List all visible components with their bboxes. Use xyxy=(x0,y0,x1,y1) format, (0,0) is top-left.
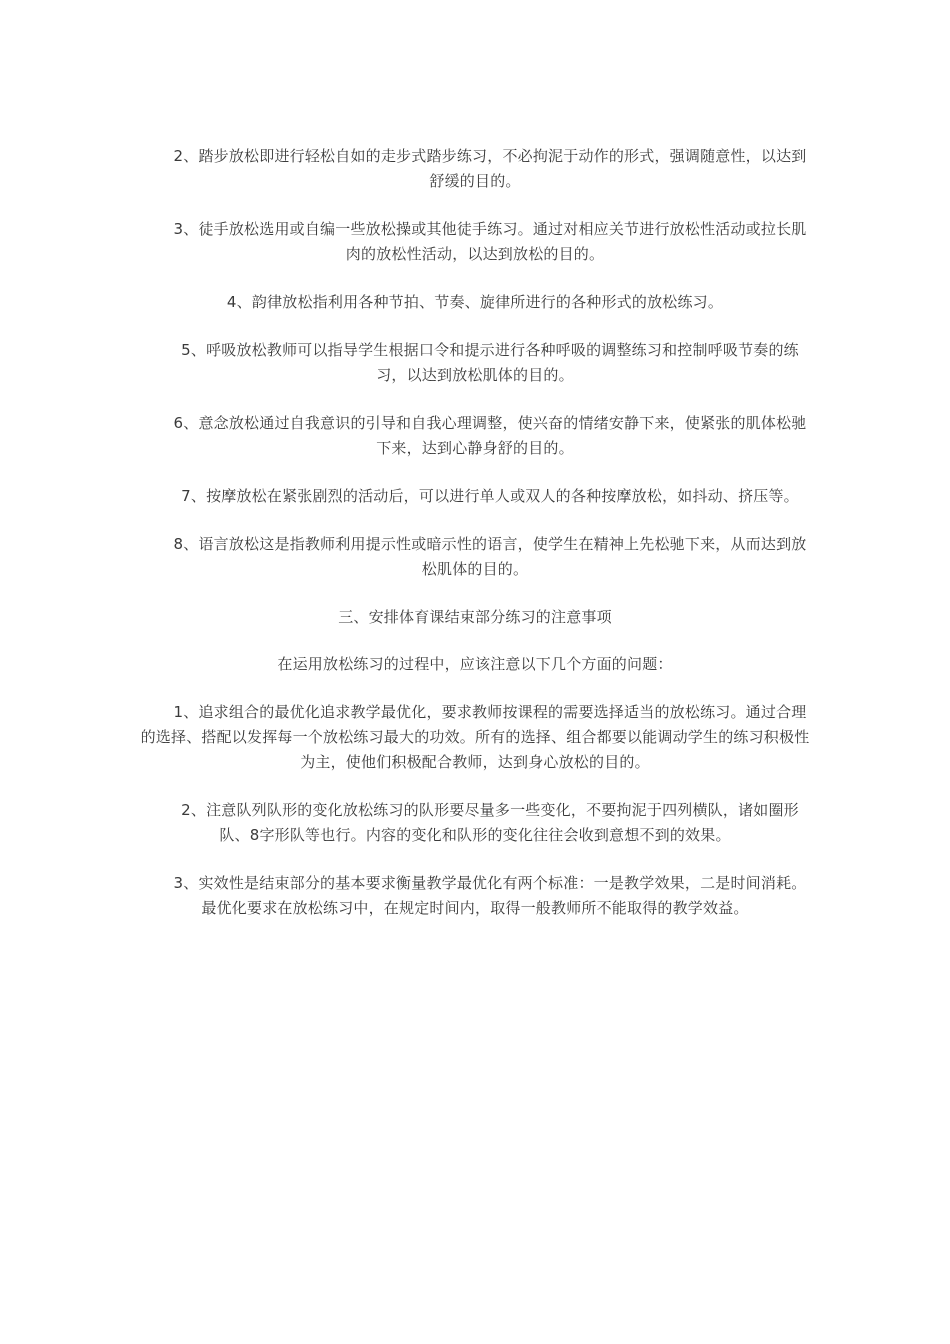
note-optimization: 1、追求组合的最优化追求教学最优化，要求教师按课程的需要选择适当的放松练习。通过合理的选择、搭配以发挥每一个放松练习最大的功效。所有的选择、组合都要以能调动学生的练习积极性为主，使他们积极配合教师，达到身心放松的目的。 xyxy=(140,703,810,771)
paragraph-mind-relax: 6、意念放松通过自我意识的引导和自我心理调整，使兴奋的情绪安静下来，使紧张的肌体松驰下来，达到心静身舒的目的。 xyxy=(173,414,807,457)
paragraph-massage-relax: 7、按摩放松在紧张剧烈的活动后，可以进行单人或双人的各种按摩放松，如抖动、挤压等。 xyxy=(181,487,799,505)
paragraph-rhythm-relax: 4、韵律放松指利用各种节拍、节奏、旋律所进行的各种形式的放松练习。 xyxy=(226,293,724,311)
note-effectiveness: 3、实效性是结束部分的基本要求衡量教学最优化有两个标准：一是教学效果，二是时间消耗。最优化要求在放松练习中，在规定时间内，取得一般教师所不能取得的教学效益。 xyxy=(173,874,807,917)
paragraph-freehand-relax: 3、徒手放松选用或自编一些放松操或其他徒手练习。通过对相应关节进行放松性活动或拉长肌肉的放松性活动，以达到放松的目的。 xyxy=(173,220,807,263)
paragraph-language-relax: 8、语言放松这是指教师利用提示性或暗示性的语言，使学生在精神上先松驰下来，从而达到放松肌体的目的。 xyxy=(173,535,807,578)
document-page xyxy=(140,144,810,944)
paragraph-breathing-relax: 5、呼吸放松教师可以指导学生根据口令和提示进行各种呼吸的调整练习和控制呼吸节奏的练习，以达到放松肌体的目的。 xyxy=(181,341,799,384)
section-heading: 三、安排体育课结束部分练习的注意事项 xyxy=(338,608,612,626)
paragraph-step-relax: 2、踏步放松即进行轻松自如的走步式踏步练习，不必拘泥于动作的形式，强调随意性，以达到舒缓的目的。 xyxy=(173,147,807,190)
section-intro: 在运用放松练习的过程中，应该注意以下几个方面的问题： xyxy=(277,655,673,673)
note-formation: 2、注意队列队形的变化放松练习的队形要尽量多一些变化，不要拘泥于四列横队，诸如圈形队、8字形队等也行。内容的变化和队形的变化往往会收到意想不到的效果。 xyxy=(181,801,799,844)
